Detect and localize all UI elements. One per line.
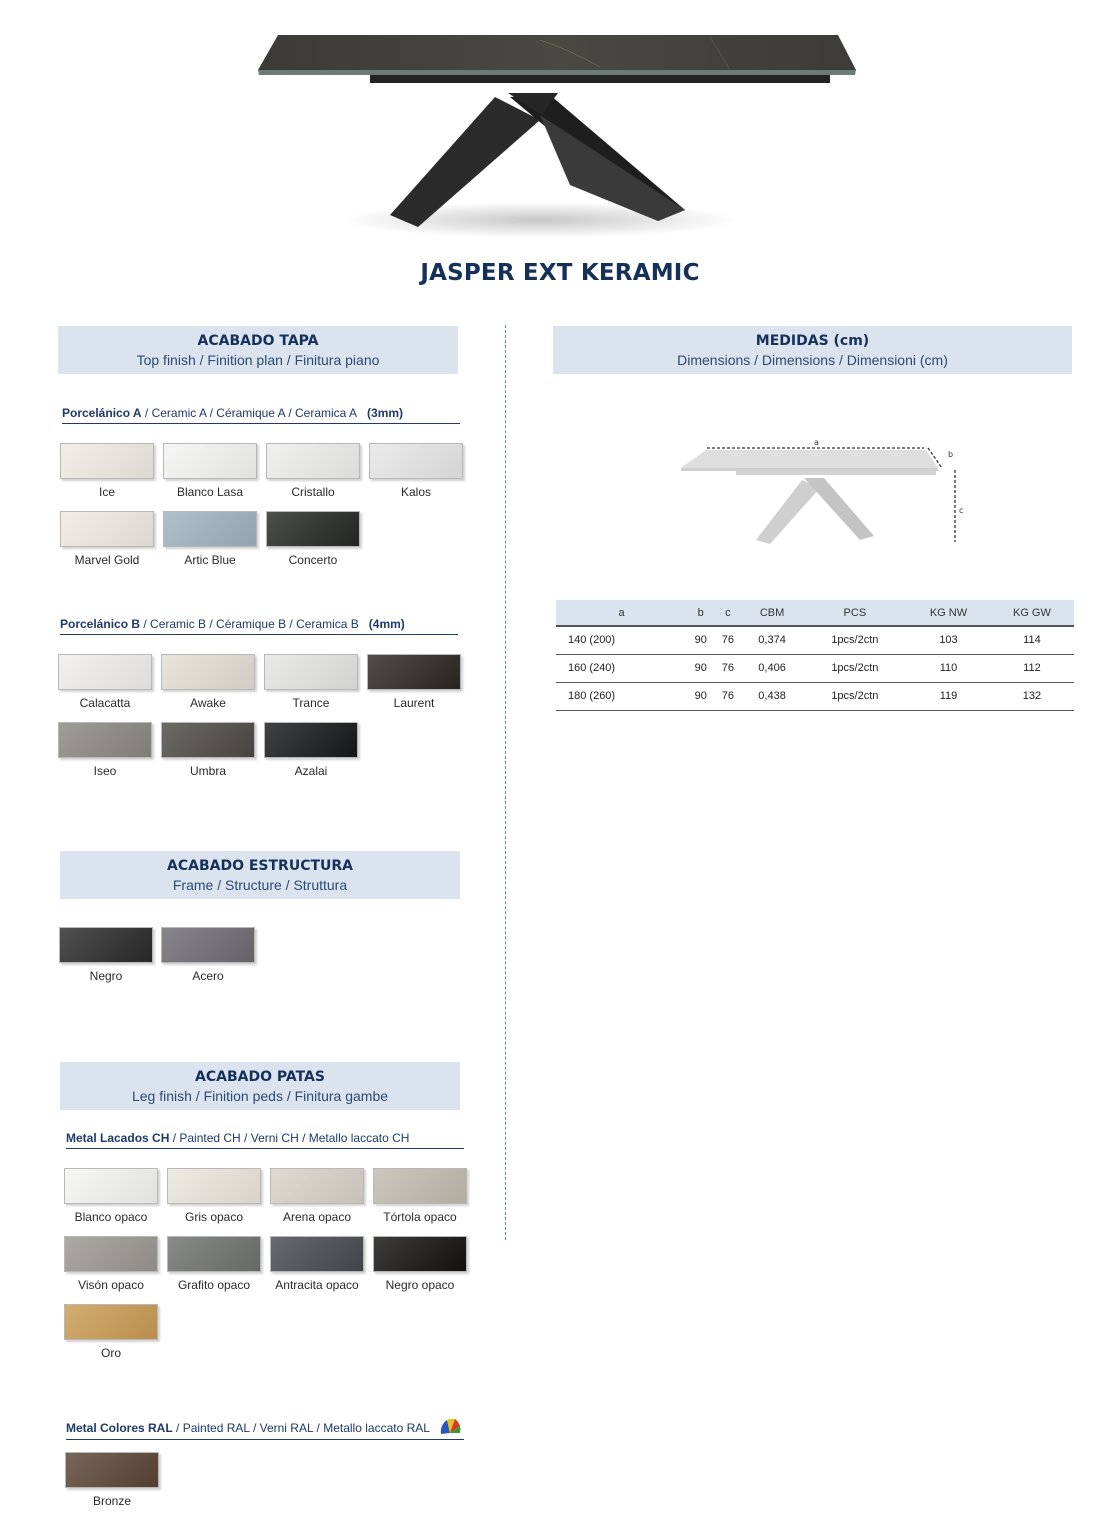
- swatch-color-chip: [167, 1168, 261, 1204]
- table-cell: 110: [907, 654, 990, 682]
- table-cell: 0,438: [742, 682, 803, 710]
- swatch-color-chip: [60, 511, 154, 547]
- swatch-color-chip: [65, 1452, 159, 1488]
- table-cell: 103: [907, 626, 990, 654]
- swatch-color-chip: [367, 654, 461, 690]
- finish-swatch: [264, 722, 358, 778]
- frame-finish-header: [60, 851, 460, 899]
- finish-swatch: [60, 511, 154, 567]
- finish-swatch: [264, 654, 358, 710]
- swatch-label: Arena opaco: [282, 1210, 352, 1224]
- ceramic-b-thickness: (4mm): [368, 617, 405, 631]
- finish-swatch: [65, 1452, 159, 1508]
- col-header-b: b: [687, 600, 714, 626]
- finish-swatch: [167, 1168, 261, 1224]
- table-cell: 0,406: [742, 654, 803, 682]
- table-cell: 90: [687, 654, 714, 682]
- swatch-label: Tórtola opaco: [383, 1210, 457, 1224]
- table-row: [556, 682, 1074, 710]
- ceramic-a-thickness: (3mm): [367, 406, 404, 420]
- dimensions-header: [553, 326, 1072, 374]
- table-cell: 76: [714, 654, 741, 682]
- dim-label-b: b: [948, 450, 954, 459]
- swatch-color-chip: [270, 1168, 364, 1204]
- finish-swatch: [270, 1168, 364, 1224]
- swatch-color-chip: [161, 654, 255, 690]
- swatch-color-chip: [60, 443, 154, 479]
- swatch-color-chip: [369, 443, 463, 479]
- swatch-label: Blanco Lasa: [176, 485, 244, 499]
- swatch-color-chip: [161, 722, 255, 758]
- swatch-color-chip: [163, 511, 257, 547]
- swatch-color-chip: [167, 1236, 261, 1272]
- finish-swatch: [64, 1168, 158, 1224]
- swatch-color-chip: [264, 722, 358, 758]
- table-cell: 119: [907, 682, 990, 710]
- painted-ch-bold: Metal Lacados CH: [66, 1131, 170, 1145]
- swatch-color-chip: [266, 443, 360, 479]
- finish-swatch: [266, 443, 360, 499]
- table-cell: 1pcs/2ctn: [803, 654, 908, 682]
- swatch-color-chip: [163, 443, 257, 479]
- page-title: JASPER EXT KERAMIC: [420, 260, 700, 286]
- col-header-kg-nw: KG NW: [907, 600, 990, 626]
- table-cell: 132: [990, 682, 1074, 710]
- swatch-color-chip: [264, 654, 358, 690]
- dimensions-title: MEDIDAS (cm): [755, 333, 870, 349]
- table-cell: 114: [990, 626, 1074, 654]
- swatch-label: Bronze: [92, 1494, 132, 1508]
- swatch-label: Grafito opaco: [177, 1278, 251, 1292]
- leg-finish-header: [60, 1062, 460, 1110]
- table-row: [556, 626, 1074, 654]
- finish-swatch: [163, 443, 257, 499]
- table-cell: 90: [687, 682, 714, 710]
- swatch-label: Visón opaco: [78, 1278, 144, 1292]
- swatch-label: Concerto: [288, 553, 338, 567]
- table-cell: 90: [687, 626, 714, 654]
- dim-label-c: c: [959, 506, 964, 515]
- swatch-label: Trance: [292, 696, 330, 710]
- dimensions-table: [556, 600, 1074, 711]
- top-finish-header: [58, 326, 458, 374]
- finish-swatch: [64, 1236, 158, 1292]
- col-header-cbm: CBM: [742, 600, 803, 626]
- table-header-row: [556, 600, 1074, 626]
- swatch-label: Negro: [89, 969, 123, 983]
- finish-swatch: [167, 1236, 261, 1292]
- swatch-label: Gris opaco: [184, 1210, 244, 1224]
- swatch-color-chip: [270, 1236, 364, 1272]
- painted-ral-rest: / Painted RAL / Verni RAL / Metallo laccato RAL: [172, 1421, 430, 1435]
- swatch-label: Ice: [98, 485, 115, 499]
- frame-finish-subtitle: Frame / Structure / Struttura: [172, 877, 348, 893]
- finish-swatch: [266, 511, 360, 567]
- leg-finish-subtitle: Leg finish / Finition peds / Finitura gambe: [131, 1088, 389, 1104]
- ceramic-b-bold: Porcelánico B: [60, 617, 141, 631]
- swatch-label: Calacatta: [79, 696, 131, 710]
- swatch-label: Azalai: [294, 764, 328, 778]
- finish-swatch: [59, 927, 153, 983]
- col-header-pcs: PCS: [803, 600, 908, 626]
- leg-finish-title: ACABADO PATAS: [195, 1069, 325, 1085]
- table-cell: 76: [714, 682, 741, 710]
- swatch-color-chip: [58, 722, 152, 758]
- dimension-diagram: [676, 436, 966, 551]
- table-cell: 0,374: [742, 626, 803, 654]
- finish-swatch: [161, 927, 255, 983]
- swatch-color-chip: [59, 927, 153, 963]
- finish-swatch: [64, 1304, 158, 1360]
- col-header-c: c: [714, 600, 741, 626]
- swatch-label: Laurent: [393, 696, 435, 710]
- swatch-label: Artic Blue: [184, 553, 236, 567]
- painted-ral-bold: Metal Colores RAL: [66, 1421, 173, 1435]
- table-cell: 160 (240): [556, 654, 687, 682]
- top-finish-title: ACABADO TAPA: [197, 333, 319, 349]
- finish-swatch: [161, 654, 255, 710]
- table-cell: 140 (200): [556, 626, 687, 654]
- dim-label-a: a: [814, 438, 819, 447]
- diagram-table-outline: [681, 450, 938, 544]
- finish-swatch: [373, 1236, 467, 1292]
- finish-swatch: [369, 443, 463, 499]
- swatch-label: Cristallo: [291, 485, 335, 499]
- swatch-color-chip: [266, 511, 360, 547]
- finish-swatch: [58, 654, 152, 710]
- swatch-color-chip: [161, 927, 255, 963]
- swatch-label: Iseo: [93, 764, 117, 778]
- ceramic-a-bold: Porcelánico A: [62, 406, 142, 420]
- swatch-color-chip: [373, 1236, 467, 1272]
- swatch-label: Oro: [100, 1346, 121, 1360]
- table-cell: 76: [714, 626, 741, 654]
- table-row: [556, 654, 1074, 682]
- col-header-a: a: [556, 600, 687, 626]
- painted-ch-heading: [66, 1131, 464, 1149]
- swatch-color-chip: [58, 654, 152, 690]
- table-product-image: [240, 15, 870, 250]
- finish-swatch: [367, 654, 461, 710]
- painted-ral-heading: [66, 1416, 464, 1440]
- finish-swatch: [60, 443, 154, 499]
- swatch-color-chip: [373, 1168, 467, 1204]
- swatch-color-chip: [64, 1304, 158, 1340]
- dimensions-subtitle: Dimensions / Dimensions / Dimensioni (cm): [677, 352, 948, 368]
- finish-swatch: [270, 1236, 364, 1292]
- ceramic-b-rest: / Ceramic B / Céramique B / Ceramica B: [140, 617, 359, 631]
- finish-swatch: [58, 722, 152, 778]
- swatch-label: Acero: [192, 969, 224, 983]
- painted-ch-rest: / Painted CH / Verni CH / Metallo laccato CH: [169, 1131, 410, 1145]
- table-cell: 112: [990, 654, 1074, 682]
- swatch-label: Marvel Gold: [74, 553, 140, 567]
- ceramic-a-heading: [62, 406, 460, 424]
- ceramic-b-heading: [60, 617, 458, 635]
- table-cell: 180 (260): [556, 682, 687, 710]
- ceramic-a-rest: / Ceramic A / Céramique A / Ceramica A: [141, 406, 358, 420]
- swatch-label: Blanco opaco: [74, 1210, 148, 1224]
- col-header-kg-gw: KG GW: [990, 600, 1074, 626]
- swatch-label: Awake: [190, 696, 226, 710]
- finish-swatch: [163, 511, 257, 567]
- table-cell: 1pcs/2ctn: [803, 682, 908, 710]
- table-cell: 1pcs/2ctn: [803, 626, 908, 654]
- swatch-color-chip: [64, 1168, 158, 1204]
- ral-color-fan-icon: [439, 1416, 461, 1436]
- column-divider: [505, 325, 506, 1240]
- swatch-color-chip: [64, 1236, 158, 1272]
- swatch-label: Umbra: [189, 764, 226, 778]
- finish-swatch: [373, 1168, 467, 1224]
- swatch-label: Kalos: [400, 485, 432, 499]
- frame-finish-title: ACABADO ESTRUCTURA: [167, 858, 353, 874]
- finish-swatch: [161, 722, 255, 778]
- top-finish-subtitle: Top finish / Finition plan / Finitura piano: [136, 352, 380, 368]
- swatch-label: Negro opaco: [385, 1278, 455, 1292]
- swatch-label: Antracita opaco: [275, 1278, 359, 1292]
